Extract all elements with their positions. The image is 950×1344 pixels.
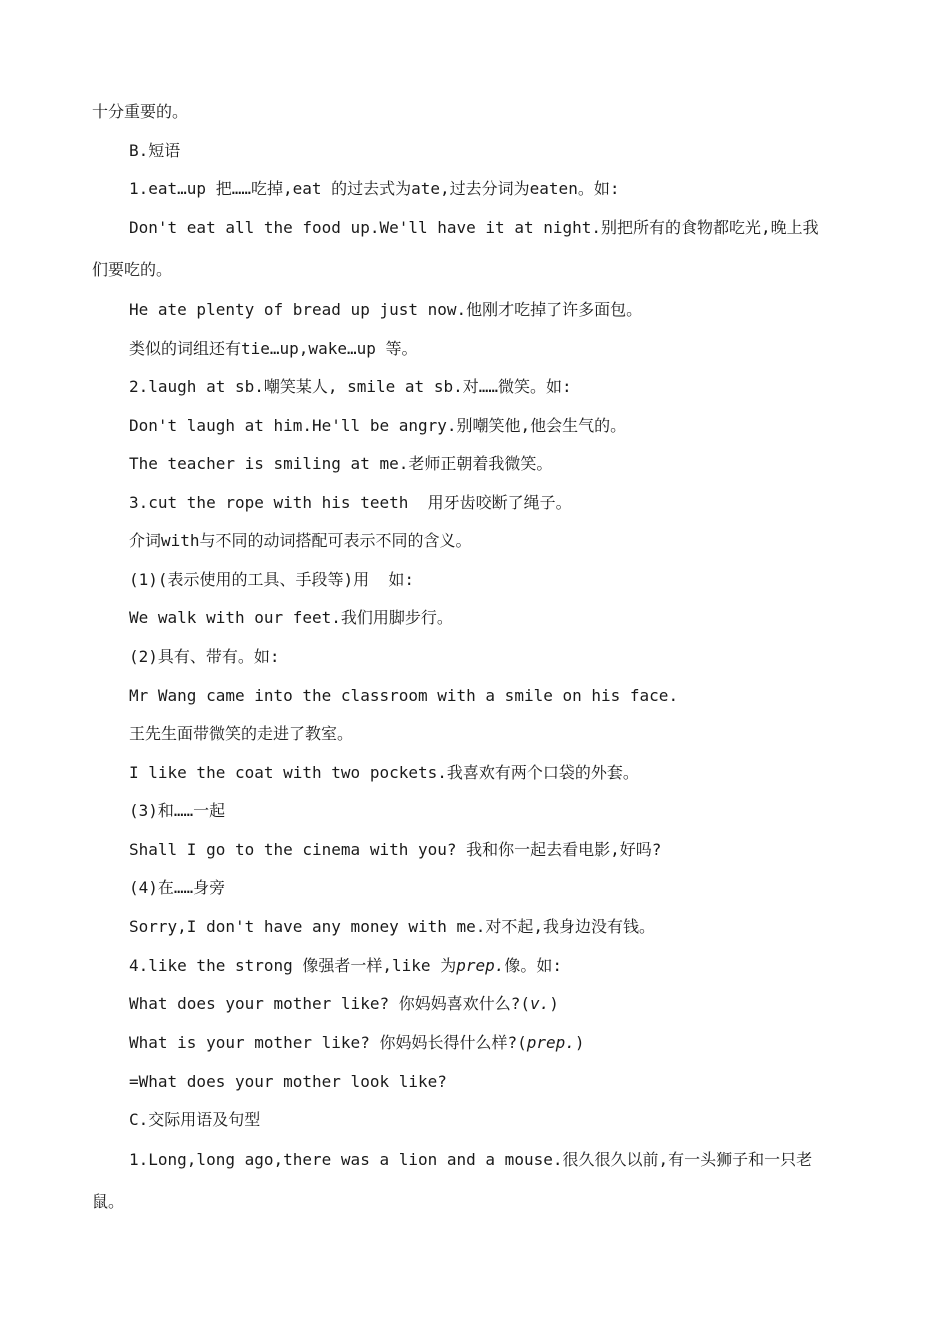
text-segment: What is your mother like? 你妈妈长得什么样?(: [129, 1033, 527, 1052]
section-heading: B.短语: [129, 141, 181, 160]
text-line: 鼠。: [92, 1192, 125, 1211]
text-line: He ate plenty of bread up just now.他刚才吃掉了许多面包。: [129, 300, 643, 319]
text-line: Sorry,I don't have any money with me.对不起,我身边没有钱。: [129, 917, 656, 936]
text-segment: ): [549, 994, 559, 1013]
text-line: Don't eat all the food up.We'll have it at night.别把所有的食物都吃光,晚上我: [129, 218, 819, 237]
text-line: 介词with与不同的动词搭配可表示不同的含义。: [129, 531, 472, 550]
text-line: Don't laugh at him.He'll be angry.别嘲笑他,他会生气的。: [129, 416, 627, 435]
text-line: 十分重要的。: [92, 102, 189, 121]
text-line: [129, 1032, 585, 1054]
text-line: (1)(表示使用的工具、手段等)用 如:: [129, 570, 415, 589]
text-line: (2)具有、带有。如:: [129, 647, 280, 666]
text-line: [129, 955, 562, 977]
italic-abbrev: prep.: [526, 1033, 575, 1052]
text-line: =What does your mother look like?: [129, 1072, 447, 1091]
text-line: 1.Long,long ago,there was a lion and a mouse.很久很久以前,有一头狮子和一只老: [129, 1150, 813, 1169]
italic-abbrev: prep.: [456, 956, 505, 975]
text-segment: 像。如:: [504, 956, 563, 975]
text-line: Mr Wang came into the classroom with a smile on his face.: [129, 686, 679, 705]
text-line: The teacher is smiling at me.老师正朝着我微笑。: [129, 454, 553, 473]
text-line: 类似的词组还有tie…up,wake…up 等。: [129, 339, 418, 358]
text-line: 王先生面带微笑的走进了教室。: [129, 724, 354, 743]
text-segment: 4.like the strong 像强者一样,like 为: [129, 956, 457, 975]
text-line: 1.eat…up 把……吃掉,eat 的过去式为ate,过去分词为eaten。如:: [129, 179, 620, 198]
text-segment: What does your mother like? 你妈妈喜欢什么?(: [129, 994, 530, 1013]
text-line: (3)和……一起: [129, 801, 226, 820]
italic-abbrev: v.: [530, 994, 550, 1013]
text-line: 2.laugh at sb.嘲笑某人, smile at sb.对……微笑。如:: [129, 377, 572, 396]
text-line: 3.cut the rope with his teeth 用牙齿咬断了绳子。: [129, 493, 572, 512]
text-line: Shall I go to the cinema with you? 我和你一起去看电影,好吗?: [129, 840, 662, 859]
text-line: 们要吃的。: [92, 260, 173, 279]
text-line: (4)在……身旁: [129, 878, 226, 897]
text-line: We walk with our feet.我们用脚步行。: [129, 608, 453, 627]
text-segment: ): [574, 1033, 585, 1052]
text-line: [129, 993, 559, 1015]
section-heading: C.交际用语及句型: [129, 1110, 261, 1129]
text-line: I like the coat with two pockets.我喜欢有两个口袋的外套。: [129, 763, 639, 782]
